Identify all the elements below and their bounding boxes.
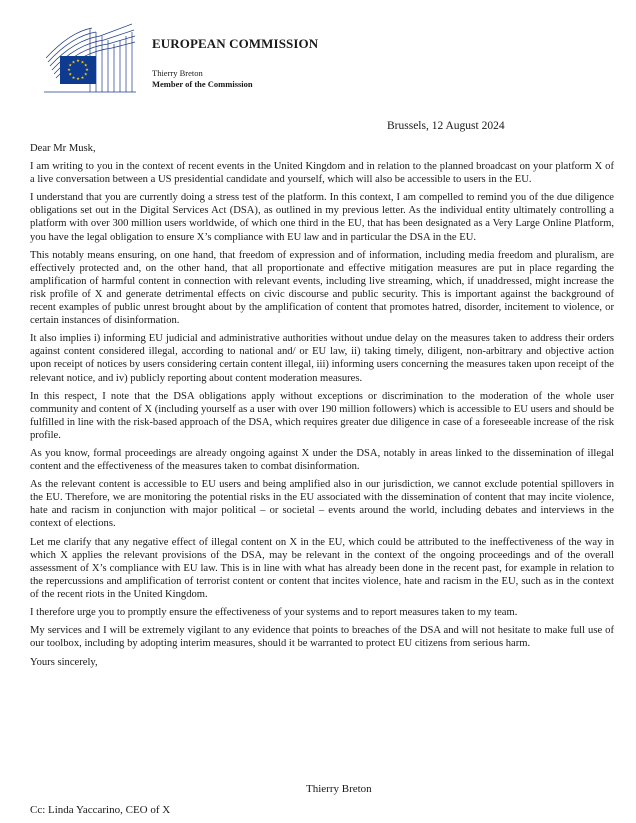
author-role: Member of the Commission	[152, 79, 253, 89]
paragraph: Let me clarify that any negative effect of illegal content on X in the EU, which could be attributed to the ineffectiveness of the way in which X applies the relevant provisions of the DSA, may be relevant in the context of the ongoing proceedings and of the overall assessment of X’s compliance with EU law. This is in line with what has already been done in the recent past, for example in relation to the repercussions and amplification of terrorist content or content that incites violence, hate and racism in the EU, such as in the context of the recent riots in the United Kingdom.	[30, 536, 614, 600]
svg-text:★: ★	[71, 59, 76, 65]
paragraph: As the relevant content is accessible to EU users and being amplified also in our jurisdiction, we cannot exclude potential spillovers in the EU. Therefore, we are monitoring the potential risks in the EU associated with the dissemination of content that may incite violence, hate and racism in conjunction with major political – or societal – events around the world, including debates and interviews in the context of elections.	[30, 479, 614, 530]
paragraph: I therefore urge you to promptly ensure the effectiveness of your systems and to report measures taken to my team.	[30, 607, 518, 618]
letter-body	[30, 142, 614, 674]
signature-name: Thierry Breton	[306, 783, 372, 795]
paragraph: It also implies i) informing EU judicial and administrative authorities without undue delay on the measures taken to address their orders against content considered illegal, according to national and/ or EU law, ii) taking timely, diligent, non-arbitrary and objective action upon receipt of notices by users considering certain content illegal, iii) informing users concerning the measures taken upon receipt of the relevant notice, and iv) publicly reporting about content moderation measures.	[30, 333, 614, 384]
svg-text:★: ★	[85, 67, 89, 73]
svg-text:★: ★	[71, 75, 76, 80]
svg-text:★: ★	[80, 75, 85, 80]
paragraph: In this respect, I note that the DSA obligations apply without exceptions or discrimination to the moderation of the whole user community and content of X (including yourself as a user with over 190 million followers) which is accessible to EU users and should be fulfilled in line with the risk-based approach of the DSA, which requires greater due diligence in case of a foreseeable increase of the risk profile.	[30, 390, 614, 441]
paragraph: This notably means ensuring, on one hand, that freedom of expression and of information, including media freedom and pluralism, are effectively protected and, on the other hand, that all proportionate and effective mitigation measures are put in place regarding the amplification of harmful content in connection with relevant events, including live streaming, which, if unaddressed, might increase the risk profile of X and generate detrimental effects on civic discourse and public security. This is important against the background of recent examples of public unrest brought about by the amplification of content that promotes hatred, disorder, incitement to violence, or certain instances of disinformation.	[30, 249, 614, 327]
svg-text:★: ★	[68, 71, 73, 77]
author-name: Thierry Breton	[152, 68, 203, 78]
svg-text:★: ★	[80, 59, 85, 65]
paragraph: As you know, formal proceedings are already ongoing against X under the DSA, notably in areas linked to the dissemination of illegal content and the effectiveness of the measures taken to combat disinformation.	[30, 447, 614, 473]
svg-text:★: ★	[83, 62, 88, 68]
svg-text:★: ★	[76, 76, 80, 82]
paragraph: I am writing to you in the context of recent events in the United Kingdom and in relation to the planned broadcast on your platform X of a live conversation between a US presidential candidate and yourself, which will also be accessible to users in the EU.	[30, 161, 614, 186]
author-block	[152, 68, 253, 90]
svg-text:★: ★	[76, 58, 80, 64]
european-commission-logo	[40, 18, 138, 96]
closing: Yours sincerely,	[30, 657, 98, 669]
salutation: Dear Mr Musk,	[30, 143, 96, 154]
cc-line: Cc: Linda Yaccarino, CEO of X	[30, 804, 171, 816]
svg-text:★: ★	[83, 71, 88, 77]
svg-text:★: ★	[67, 67, 71, 73]
organization-name: EUROPEAN COMMISSION	[152, 36, 319, 51]
paragraph: I understand that you are currently doing a stress test of the platform. In this context, I am compelled to remind you of the due diligence obligations set out in the Digital Services Act (DSA), as outlined in my previous letter. As the individual entity ultimately controlling a platform with over 300 million users worldwide, of which one third in the EU, that has been designated as a Very Large Online Platform, you have the legal obligation to ensure X’s compliance with EU law and in particular the DSA in the EU.	[30, 192, 614, 243]
paragraph: My services and I will be extremely vigilant to any evidence that points to breaches of the DSA and will not hesitate to make full use of our toolbox, including by adopting interim measures, should it be warranted to protect EU citizens from serious harm.	[30, 625, 614, 650]
letter-date: Brussels, 12 August 2024	[387, 120, 505, 132]
svg-text:★: ★	[68, 62, 73, 68]
letterhead	[40, 18, 600, 98]
